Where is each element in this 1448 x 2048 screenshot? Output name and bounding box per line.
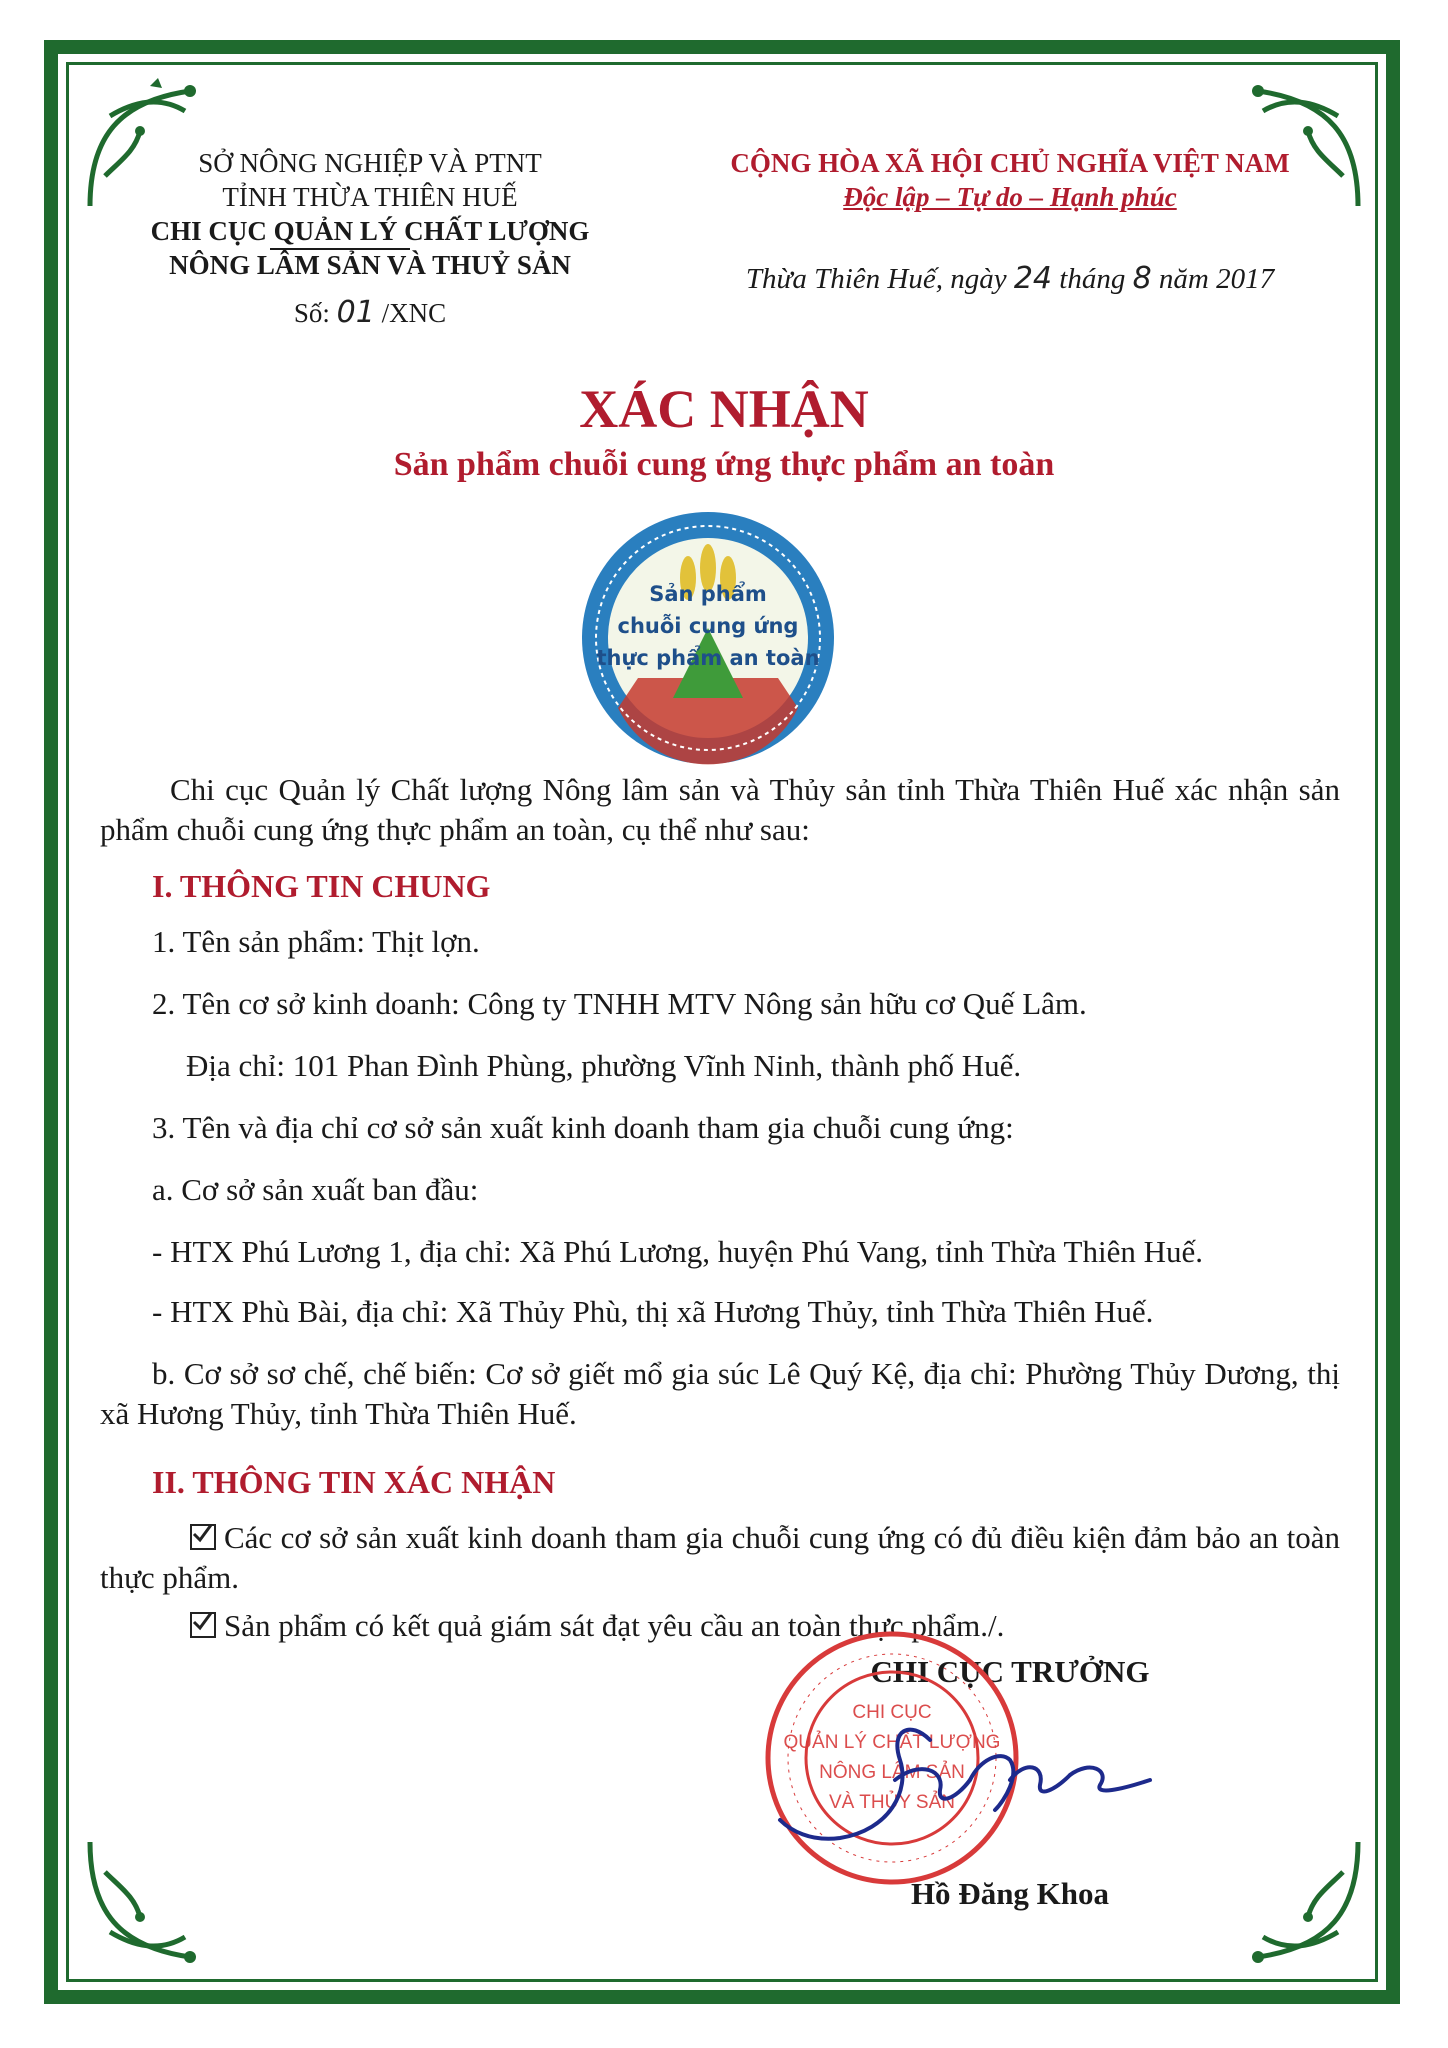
logo-text bbox=[578, 578, 838, 674]
chain-participants-heading: 3. Tên và địa chỉ cơ sở sản xuất kinh doanh tham gia chuỗi cung ứng: bbox=[152, 1110, 1014, 1145]
safe-food-chain-logo bbox=[578, 508, 838, 768]
stamp-line-1: CHI CỤC bbox=[852, 1702, 932, 1723]
issue-date bbox=[690, 262, 1330, 296]
corner-ornament-bottom-left bbox=[80, 1832, 220, 1972]
cooperative-1: - HTX Phú Lương 1, địa chỉ: Xã Phú Lương, huyện Phú Vang, tỉnh Thừa Thiên Huế. bbox=[152, 1234, 1203, 1269]
agency-line-2: NÔNG LÂM SẢN VÀ THUỶ SẢN bbox=[169, 250, 571, 280]
primary-production-heading: a. Cơ sở sản xuất ban đầu: bbox=[152, 1172, 479, 1207]
checkbox-checked-icon bbox=[190, 1612, 216, 1638]
business-address: Địa chỉ: 101 Phan Đình Phùng, phường Vĩnh Ninh, thành phố Huế. bbox=[186, 1048, 1022, 1083]
date-place: Thừa Thiên Huế, ngày bbox=[745, 263, 1007, 295]
document-number bbox=[120, 296, 620, 330]
stamp-line-3: NÔNG LÂM SẢN bbox=[819, 1762, 965, 1783]
confirmation-1-text: Các cơ sở sản xuất kinh doanh tham gia chuỗi cung ứng có đủ điều kiện đảm bảo an toàn thực phẩm. bbox=[100, 1520, 1340, 1595]
logo-line-1: Sản phẩm bbox=[649, 582, 767, 606]
section-2-heading: II. THÔNG TIN XÁC NHẬN bbox=[152, 1464, 556, 1500]
date-day: 24 bbox=[1013, 261, 1053, 296]
cooperative-2: - HTX Phù Bài, địa chỉ: Xã Thủy Phù, thị xã Hương Thủy, tỉnh Thừa Thiên Huế. bbox=[152, 1294, 1154, 1329]
date-month: 8 bbox=[1132, 261, 1152, 296]
header-left-underline bbox=[270, 248, 410, 250]
national-motto: Độc lập – Tự do – Hạnh phúc bbox=[843, 182, 1177, 212]
product-name: 1. Tên sản phẩm: Thịt lợn. bbox=[152, 924, 480, 959]
date-year: năm 2017 bbox=[1158, 263, 1275, 295]
stamp-line-4: VÀ THỦY SẢN bbox=[828, 1792, 955, 1813]
date-month-word: tháng bbox=[1059, 263, 1126, 295]
checkbox-checked-icon bbox=[190, 1524, 216, 1550]
province-line: TỈNH THỪA THIÊN HUẾ bbox=[222, 182, 518, 212]
ministry-line: SỞ NÔNG NGHIỆP VÀ PTNT bbox=[198, 148, 542, 178]
header-left bbox=[120, 146, 620, 330]
national-title: CỘNG HÒA XÃ HỘI CHỦ NGHĨA VIỆT NAM bbox=[730, 148, 1290, 178]
number-suffix: /XNC bbox=[381, 298, 447, 328]
document-title: XÁC NHẬN bbox=[579, 379, 869, 439]
processing-facility: b. Cơ sở sơ chế, chế biến: Cơ sở giết mổ gia súc Lê Quý Kệ, địa chỉ: Phường Thủy Dương, thị xã Hương Thủy, tỉnh Thừa Thiên Huế. bbox=[100, 1356, 1340, 1431]
number-value: 01 bbox=[336, 295, 375, 330]
stamp-line-2: QUẢN LÝ CHẤT LƯỢNG bbox=[783, 1732, 1001, 1753]
section-1-heading: I. THÔNG TIN CHUNG bbox=[152, 868, 491, 904]
agency-line-1: CHI CỤC QUẢN LÝ CHẤT LƯỢNG bbox=[150, 216, 590, 246]
signer-title: CHI CỤC TRƯỞNG bbox=[870, 1654, 1150, 1689]
business-name: 2. Tên cơ sở kinh doanh: Công ty TNHH MTV Nông sản hữu cơ Quế Lâm. bbox=[152, 986, 1087, 1021]
logo-line-2: chuỗi cung ứng bbox=[617, 614, 799, 638]
header-right bbox=[690, 146, 1330, 296]
signer-name: Hồ Đăng Khoa bbox=[910, 1876, 1110, 1911]
number-prefix: Số: bbox=[293, 298, 330, 328]
handwritten-signature bbox=[770, 1690, 1190, 1850]
confirmation-1 bbox=[100, 1518, 1340, 1598]
logo-line-3: thực phẩm an toàn bbox=[596, 646, 820, 670]
document-subtitle: Sản phẩm chuỗi cung ứng thực phẩm an toàn bbox=[393, 446, 1055, 483]
confirmation-2-text: Sản phẩm có kết quả giám sát đạt yêu cầu an toàn thực phẩm./. bbox=[224, 1608, 1005, 1643]
corner-ornament-bottom-right bbox=[1228, 1832, 1368, 1972]
intro-paragraph: Chi cục Quản lý Chất lượng Nông lâm sản và Thủy sản tỉnh Thừa Thiên Huế xác nhận sản phẩm chuỗi cung ứng thực phẩm an toàn, cụ thể như sau: bbox=[100, 772, 1340, 847]
